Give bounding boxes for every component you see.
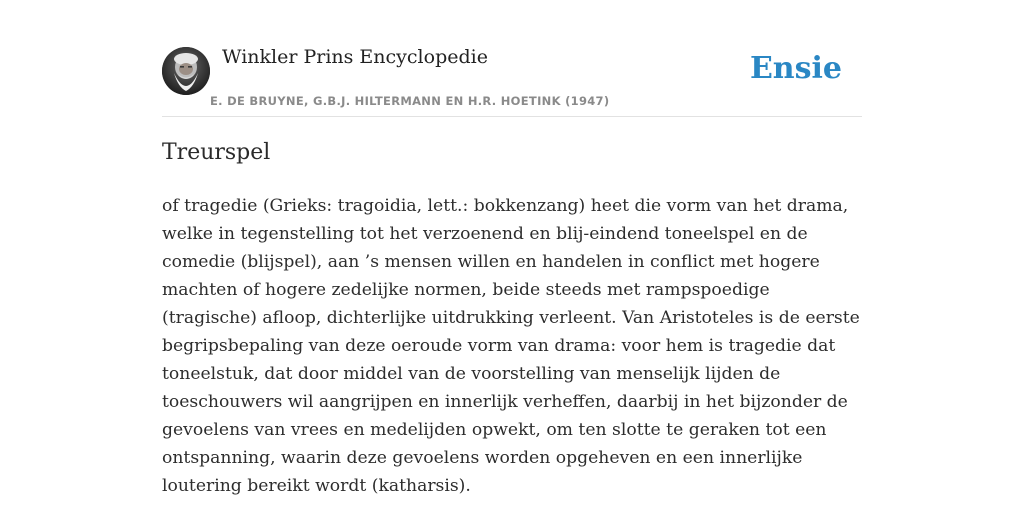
bearded-man-portrait-icon[interactable] <box>162 47 210 95</box>
entry-body: of tragedie (Grieks: tragoidia, lett.: bokkenzang) heet die vorm van het drama, welke in tegenstelling tot het verzoenend en blij-eindend toneelspel en de comedie (blijspel), aan ’s mensen willen en handelen in conflict met hogere machten of hogere zedelijke normen, beide steeds met rampspoedige (tragische) afloop, dichterlijke uitdrukking verleent. Van Aristoteles is de eerste begripsbepaling van deze oeroude vorm van drama: voor hem is tragedie dat toneelstuk, dat door middel van de voorstelling van menselijk lijden de toeschouwers wil aangrijpen en innerlijk verheffen, daarbij in het bijzonder de gevoelens van vrees en medelijden opwekt, om ten slotte te geraken tot een ontspanning, waarin deze gevoelens worden opgeheven en een innerlijke loutering bereikt wordt (katharsis). <box>162 196 860 496</box>
source-header <box>162 44 862 117</box>
source-title[interactable]: Winkler Prins Encyclopedie <box>222 46 488 68</box>
entry-title: Treurspel <box>162 140 271 165</box>
source-authors: E. DE BRUYNE, G.B.J. HILTERMANN EN H.R. HOETINK (1947) <box>210 94 610 108</box>
ensie-logo-link[interactable]: Ensie <box>749 51 842 86</box>
